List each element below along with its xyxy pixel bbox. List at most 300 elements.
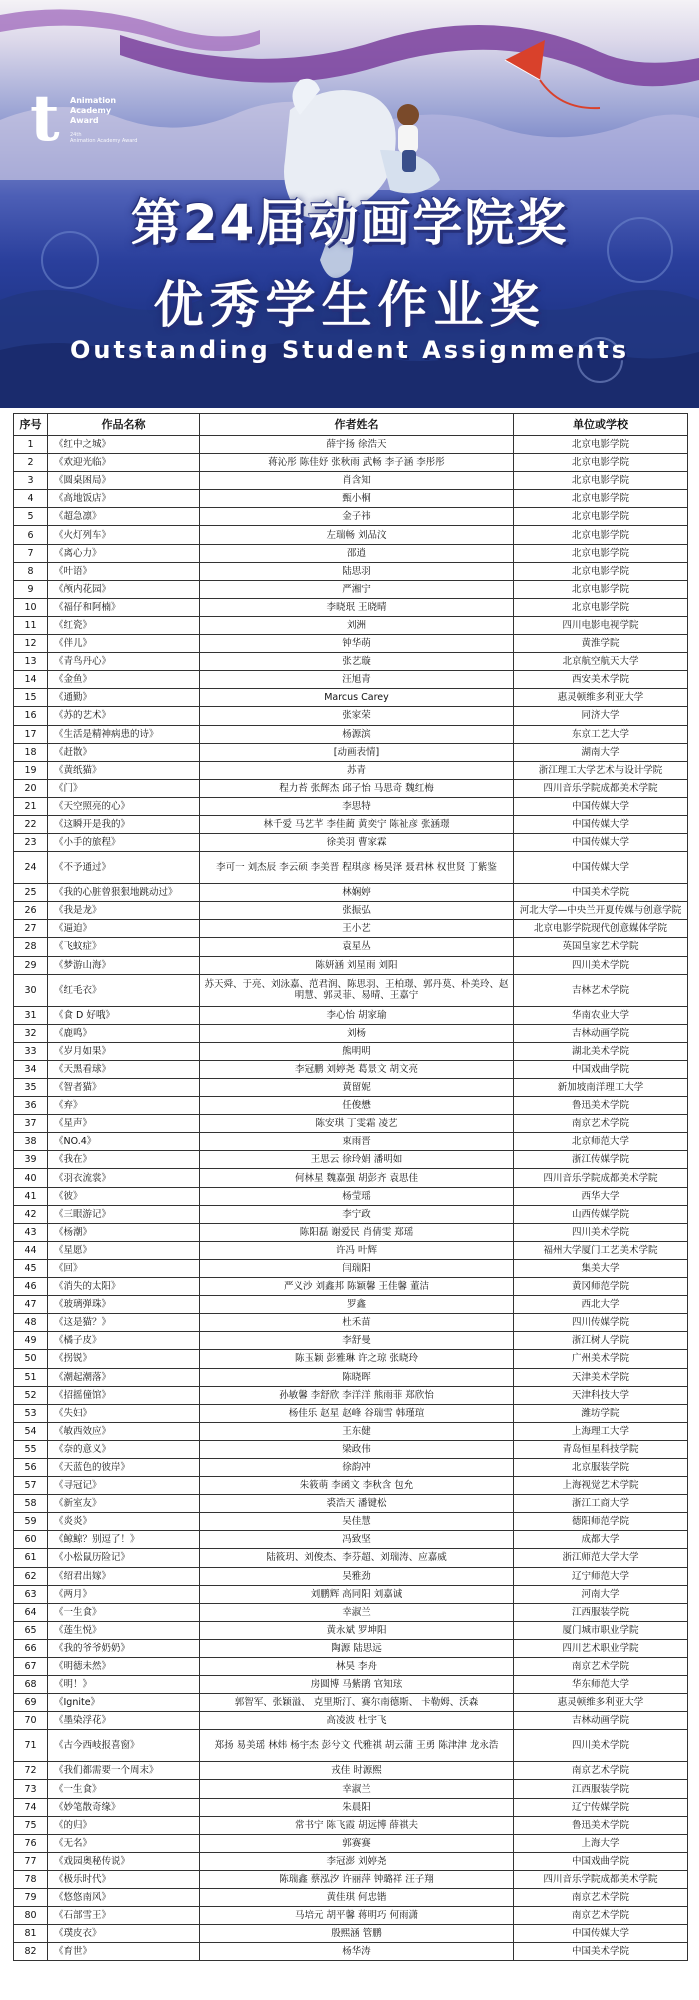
cell-authors: 幸淑兰 xyxy=(200,1603,514,1621)
cell-title: 《颅内花园》 xyxy=(48,580,200,598)
cell-title: 《橘子皮》 xyxy=(48,1332,200,1350)
cell-authors: 邵逍 xyxy=(200,544,514,562)
cell-school: 中国传媒大学 xyxy=(514,834,688,852)
cell-authors: 汪旭青 xyxy=(200,671,514,689)
cell-authors: 甄小桐 xyxy=(200,490,514,508)
cell-school: 吉林艺术学院 xyxy=(514,974,688,1006)
cell-authors: 李舒曼 xyxy=(200,1332,514,1350)
cell-title: 《一生食》 xyxy=(48,1780,200,1798)
cell-school: 中国戏曲学院 xyxy=(514,1852,688,1870)
cell-authors: 李可一 刘杰辰 李云硕 李美晋 程琪彦 杨昊泽 聂君林 权世贤 丁紫鉴 xyxy=(200,852,514,884)
cell-authors: 杨佳乐 赵星 赵峰 谷瑞雪 韩瑾瑄 xyxy=(200,1404,514,1422)
table-row xyxy=(14,1513,688,1531)
cell-authors: 李晓珉 王晓晴 xyxy=(200,598,514,616)
cell-authors: 王小艺 xyxy=(200,920,514,938)
cell-index: 26 xyxy=(14,902,48,920)
table-row xyxy=(14,653,688,671)
cell-authors: 徐韵冲 xyxy=(200,1458,514,1476)
cell-title: 《明德未然》 xyxy=(48,1658,200,1676)
cell-index: 36 xyxy=(14,1097,48,1115)
cell-index: 14 xyxy=(14,671,48,689)
table-row xyxy=(14,1296,688,1314)
cell-school: 西北大学 xyxy=(514,1296,688,1314)
header-index: 序号 xyxy=(14,414,48,436)
table-row xyxy=(14,1730,688,1762)
cell-title: 《戏园奥秘传说》 xyxy=(48,1852,200,1870)
cell-index: 17 xyxy=(14,725,48,743)
cell-index: 23 xyxy=(14,834,48,852)
table-row xyxy=(14,1115,688,1133)
cell-school: 北京电影学院 xyxy=(514,508,688,526)
cell-authors: 吴佳慧 xyxy=(200,1513,514,1531)
table-row xyxy=(14,1205,688,1223)
cell-school: 北京电影学院 xyxy=(514,526,688,544)
cell-title: 《一生食》 xyxy=(48,1603,200,1621)
cell-authors: 严义沙 刘鑫邦 陈颖馨 王佳馨 董洁 xyxy=(200,1278,514,1296)
table-row xyxy=(14,508,688,526)
cell-school: 河北大学—中央兰开夏传媒与创意学院 xyxy=(514,902,688,920)
cell-authors: 马培元 胡平馨 蒋明巧 何雨潇 xyxy=(200,1907,514,1925)
cell-authors: 王思云 徐玲娟 潘明如 xyxy=(200,1151,514,1169)
cell-title: 《我在》 xyxy=(48,1151,200,1169)
cell-index: 56 xyxy=(14,1458,48,1476)
cell-authors: 苏青 xyxy=(200,761,514,779)
cell-index: 64 xyxy=(14,1603,48,1621)
cell-title: 《逼迫》 xyxy=(48,920,200,938)
cell-school: 华东师范大学 xyxy=(514,1676,688,1694)
cell-title: 《食 D 好哦》 xyxy=(48,1006,200,1024)
cell-title: 《妙笔散奇缘》 xyxy=(48,1798,200,1816)
cell-index: 74 xyxy=(14,1798,48,1816)
cell-authors: 戎佳 时源熙 xyxy=(200,1762,514,1780)
award-logo xyxy=(30,81,140,156)
cell-school: 辽宁师范大学 xyxy=(514,1567,688,1585)
cell-title: 《金鱼》 xyxy=(48,671,200,689)
page-title-english: Outstanding Student Assignments xyxy=(69,336,629,364)
cell-authors: 裘浩天 潘键松 xyxy=(200,1495,514,1513)
table-row xyxy=(14,707,688,725)
cell-authors: [动画表情] xyxy=(200,743,514,761)
cell-index: 13 xyxy=(14,653,48,671)
cell-title: 《三眼游记》 xyxy=(48,1205,200,1223)
cell-title: 《我的心脏曾狠狠地跳动过》 xyxy=(48,884,200,902)
cell-authors: 林昊 李舟 xyxy=(200,1658,514,1676)
table-row xyxy=(14,1187,688,1205)
cell-title: 《飞蚊症》 xyxy=(48,938,200,956)
cell-index: 32 xyxy=(14,1024,48,1042)
cell-school: 浙江树人学院 xyxy=(514,1332,688,1350)
cell-title: 《黄纸猫》 xyxy=(48,761,200,779)
cell-authors: 林千爱 马艺芊 李佳蔺 黄奕宁 陈祉彦 张涵璟 xyxy=(200,815,514,833)
cell-index: 54 xyxy=(14,1422,48,1440)
cell-index: 10 xyxy=(14,598,48,616)
cell-school: 四川艺术职业学院 xyxy=(514,1639,688,1657)
cell-title: 《招摇僮馆》 xyxy=(48,1386,200,1404)
cell-school: 中国美术学院 xyxy=(514,1943,688,1961)
cell-title: 《杨潮》 xyxy=(48,1223,200,1241)
cell-school: 青岛恒星科技学院 xyxy=(514,1440,688,1458)
cell-index: 68 xyxy=(14,1676,48,1694)
table-row xyxy=(14,1006,688,1024)
cell-index: 71 xyxy=(14,1730,48,1762)
cell-index: 2 xyxy=(14,454,48,472)
cell-index: 31 xyxy=(14,1006,48,1024)
cell-index: 67 xyxy=(14,1658,48,1676)
table-row xyxy=(14,1639,688,1657)
cell-school: 四川电影电视学院 xyxy=(514,616,688,634)
cell-index: 50 xyxy=(14,1350,48,1368)
cell-authors: 黄永斌 罗坤阳 xyxy=(200,1621,514,1639)
cell-index: 1 xyxy=(14,436,48,454)
cell-title: 《赶散》 xyxy=(48,743,200,761)
cell-title: 《明！》 xyxy=(48,1676,200,1694)
table-row xyxy=(14,1440,688,1458)
cell-school: 南京艺术学院 xyxy=(514,1115,688,1133)
table-row xyxy=(14,834,688,852)
cell-authors: 刘鹏辉 高同阳 刘嘉诚 xyxy=(200,1585,514,1603)
cell-index: 55 xyxy=(14,1440,48,1458)
cell-title: 《鲸鲸？别逗了！》 xyxy=(48,1531,200,1549)
cell-school: 潍坊学院 xyxy=(514,1404,688,1422)
cell-title: 《这是猫？》 xyxy=(48,1314,200,1332)
cell-school: 北京电影学院 xyxy=(514,436,688,454)
table-row xyxy=(14,725,688,743)
cell-school: 中国戏曲学院 xyxy=(514,1060,688,1078)
cell-school: 中国传媒大学 xyxy=(514,797,688,815)
cell-title: 《福仔和阿楠》 xyxy=(48,598,200,616)
cell-index: 82 xyxy=(14,1943,48,1961)
cell-title: 《炎炎》 xyxy=(48,1513,200,1531)
cell-school: 黄淮学院 xyxy=(514,635,688,653)
cell-school: 天津美术学院 xyxy=(514,1368,688,1386)
table-row xyxy=(14,1549,688,1567)
cell-index: 81 xyxy=(14,1925,48,1943)
cell-index: 29 xyxy=(14,956,48,974)
table-row xyxy=(14,1350,688,1368)
table-row xyxy=(14,1223,688,1241)
cell-school: 吉林动画学院 xyxy=(514,1712,688,1730)
cell-title: 《伴儿》 xyxy=(48,635,200,653)
table-body xyxy=(14,436,688,1961)
cell-title: 《智者猫》 xyxy=(48,1079,200,1097)
cell-authors: 梁政伟 xyxy=(200,1440,514,1458)
cell-school: 北京电影学院 xyxy=(514,490,688,508)
cell-authors: 朱晨阳 xyxy=(200,1798,514,1816)
cell-authors: 黄佳琪 何忠锴 xyxy=(200,1889,514,1907)
cell-index: 58 xyxy=(14,1495,48,1513)
cell-authors: 罗鑫 xyxy=(200,1296,514,1314)
cell-index: 52 xyxy=(14,1386,48,1404)
cell-authors: 王东健 xyxy=(200,1422,514,1440)
cell-index: 9 xyxy=(14,580,48,598)
cell-title: 《潮起潮落》 xyxy=(48,1368,200,1386)
cell-index: 43 xyxy=(14,1223,48,1241)
table-row xyxy=(14,1259,688,1277)
table-row xyxy=(14,526,688,544)
cell-index: 78 xyxy=(14,1870,48,1888)
table-row xyxy=(14,902,688,920)
cell-index: 47 xyxy=(14,1296,48,1314)
cell-title: 《门》 xyxy=(48,779,200,797)
cell-authors: 熊明明 xyxy=(200,1042,514,1060)
table-row xyxy=(14,454,688,472)
cell-authors: 陆思羽 xyxy=(200,562,514,580)
cell-school: 北京电影学院 xyxy=(514,472,688,490)
cell-authors: 陈晓晖 xyxy=(200,1368,514,1386)
table-row xyxy=(14,1870,688,1888)
cell-title: 《无名》 xyxy=(48,1834,200,1852)
cell-authors: 陈瑞鑫 蔡泓汐 许丽萍 钟璐祥 汪子翔 xyxy=(200,1870,514,1888)
cell-authors: 薛宇扬 徐浩天 xyxy=(200,436,514,454)
cell-title: 《苏的艺术》 xyxy=(48,707,200,725)
cell-index: 63 xyxy=(14,1585,48,1603)
cell-title: 《奈的意义》 xyxy=(48,1440,200,1458)
cell-school: 新加坡南洋理工大学 xyxy=(514,1079,688,1097)
table-row xyxy=(14,852,688,884)
cell-authors: 陈玉颖 彭雅琳 许之琼 张晓玲 xyxy=(200,1350,514,1368)
table-row xyxy=(14,1458,688,1476)
cell-title: 《超急凛》 xyxy=(48,508,200,526)
cell-index: 61 xyxy=(14,1549,48,1567)
table-row xyxy=(14,956,688,974)
cell-school: 东京工艺大学 xyxy=(514,725,688,743)
cell-index: 8 xyxy=(14,562,48,580)
cell-school: 天津科技大学 xyxy=(514,1386,688,1404)
cell-title: 《绍君出嫁》 xyxy=(48,1567,200,1585)
table-row xyxy=(14,1060,688,1078)
cell-authors: 郭智军、张颖溢、 克里斯汀、赛尔南德斯、 卡勒姆、沃森 xyxy=(200,1694,514,1712)
cell-title: 《敏西效应》 xyxy=(48,1422,200,1440)
cell-index: 5 xyxy=(14,508,48,526)
cell-authors: 严湘宁 xyxy=(200,580,514,598)
table-row xyxy=(14,616,688,634)
cell-school: 惠灵顿维多利亚大学 xyxy=(514,1694,688,1712)
table-header-row xyxy=(14,414,688,436)
cell-school: 浙江理工大学艺术与设计学院 xyxy=(514,761,688,779)
cell-index: 39 xyxy=(14,1151,48,1169)
cell-title: 《墨染浮花》 xyxy=(48,1712,200,1730)
banner xyxy=(0,0,699,408)
cell-authors: 陈妍涵 刘星雨 刘阳 xyxy=(200,956,514,974)
cell-title: 《寻冠记》 xyxy=(48,1477,200,1495)
cell-title: 《生活是精神病患的诗》 xyxy=(48,725,200,743)
cell-index: 20 xyxy=(14,779,48,797)
cell-index: 21 xyxy=(14,797,48,815)
cell-school: 北京电影学院现代创意媒体学院 xyxy=(514,920,688,938)
cell-title: 《古今西岐报喜窗》 xyxy=(48,1730,200,1762)
cell-authors: 李冠澎 刘婷尧 xyxy=(200,1852,514,1870)
table-row xyxy=(14,1368,688,1386)
table-row xyxy=(14,580,688,598)
cell-school: 吉林动画学院 xyxy=(514,1024,688,1042)
cell-school: 福州大学厦门工艺美术学院 xyxy=(514,1241,688,1259)
cell-index: 65 xyxy=(14,1621,48,1639)
cell-title: 《两月》 xyxy=(48,1585,200,1603)
cell-school: 南京艺术学院 xyxy=(514,1762,688,1780)
table-row xyxy=(14,920,688,938)
cell-authors: 左瑞畅 刘品汶 xyxy=(200,526,514,544)
cell-authors: 李思特 xyxy=(200,797,514,815)
table-row xyxy=(14,490,688,508)
cell-school: 四川美术学院 xyxy=(514,956,688,974)
cell-school: 北京电影学院 xyxy=(514,580,688,598)
cell-authors: 常书宁 陈飞霞 胡远博 薛祺夫 xyxy=(200,1816,514,1834)
table-row xyxy=(14,1658,688,1676)
cell-index: 60 xyxy=(14,1531,48,1549)
cell-index: 4 xyxy=(14,490,48,508)
cell-index: 66 xyxy=(14,1639,48,1657)
table-row xyxy=(14,1024,688,1042)
cell-school: 广州美术学院 xyxy=(514,1350,688,1368)
cell-school: 中国美术学院 xyxy=(514,884,688,902)
table-row xyxy=(14,1852,688,1870)
cell-school: 北京电影学院 xyxy=(514,544,688,562)
cell-authors: 闫瑞阳 xyxy=(200,1259,514,1277)
table-row xyxy=(14,1404,688,1422)
cell-title: 《鹿鸣》 xyxy=(48,1024,200,1042)
award-logo-text: Animation Academy Award xyxy=(70,96,117,125)
cell-index: 16 xyxy=(14,707,48,725)
cell-title: 《拐锐》 xyxy=(48,1350,200,1368)
cell-title: 《育世》 xyxy=(48,1943,200,1961)
table-row xyxy=(14,1169,688,1187)
cell-title: 《彼》 xyxy=(48,1187,200,1205)
cell-school: 鲁迅美术学院 xyxy=(514,1097,688,1115)
table-row xyxy=(14,1712,688,1730)
award-table xyxy=(13,413,688,1961)
header-authors: 作者姓名 xyxy=(200,414,514,436)
cell-authors: 蒋沁彤 陈佳妤 张秋雨 武畅 李子涵 李彤彤 xyxy=(200,454,514,472)
table-header xyxy=(14,414,688,436)
cell-school: 北京服装学院 xyxy=(514,1458,688,1476)
award-logo-subtext: 24th Animation Academy Award xyxy=(70,132,138,144)
table-row xyxy=(14,1097,688,1115)
cell-title: 《高地饭店》 xyxy=(48,490,200,508)
cell-title: 《小松鼠历险记》 xyxy=(48,1549,200,1567)
table-row xyxy=(14,815,688,833)
table-row xyxy=(14,1332,688,1350)
table-row xyxy=(14,1603,688,1621)
cell-title: 《红毛衣》 xyxy=(48,974,200,1006)
cell-index: 45 xyxy=(14,1259,48,1277)
cell-index: 49 xyxy=(14,1332,48,1350)
cell-authors: 袁星丛 xyxy=(200,938,514,956)
cell-index: 37 xyxy=(14,1115,48,1133)
cell-title: 《我是龙》 xyxy=(48,902,200,920)
table-row xyxy=(14,436,688,454)
cell-school: 德阳师范学院 xyxy=(514,1513,688,1531)
cell-school: 四川音乐学院成都美术学院 xyxy=(514,1870,688,1888)
page-subtitle: 优秀学生作业奖 xyxy=(153,276,546,334)
table-row xyxy=(14,1816,688,1834)
cell-title: 《羽衣流裳》 xyxy=(48,1169,200,1187)
cell-school: 湖北美术学院 xyxy=(514,1042,688,1060)
cell-authors: 李心怡 胡家瑜 xyxy=(200,1006,514,1024)
table-row xyxy=(14,1798,688,1816)
cell-index: 69 xyxy=(14,1694,48,1712)
award-logo-mark: t xyxy=(30,81,60,156)
cell-school: 四川音乐学院成都美术学院 xyxy=(514,779,688,797)
cell-index: 73 xyxy=(14,1780,48,1798)
cell-index: 44 xyxy=(14,1241,48,1259)
table-row xyxy=(14,1762,688,1780)
cell-authors: 张家荣 xyxy=(200,707,514,725)
table-row xyxy=(14,671,688,689)
table-row xyxy=(14,1151,688,1169)
cell-index: 41 xyxy=(14,1187,48,1205)
table-row xyxy=(14,544,688,562)
cell-title: 《离心力》 xyxy=(48,544,200,562)
table-row xyxy=(14,1133,688,1151)
cell-authors: 郭赛赛 xyxy=(200,1834,514,1852)
cell-index: 46 xyxy=(14,1278,48,1296)
cell-authors: 房圆博 马紫鹃 官知玹 xyxy=(200,1676,514,1694)
cell-index: 38 xyxy=(14,1133,48,1151)
cell-authors: 杨莹瑶 xyxy=(200,1187,514,1205)
cell-title: 《不予通过》 xyxy=(48,852,200,884)
cell-school: 北京电影学院 xyxy=(514,562,688,580)
cell-authors: 朱筱萌 李函文 李秋含 包允 xyxy=(200,1477,514,1495)
cell-school: 北京电影学院 xyxy=(514,598,688,616)
cell-index: 6 xyxy=(14,526,48,544)
cell-school: 中国传媒大学 xyxy=(514,1925,688,1943)
cell-index: 18 xyxy=(14,743,48,761)
cell-title: 《我的爷爷奶奶》 xyxy=(48,1639,200,1657)
cell-authors: 张振弘 xyxy=(200,902,514,920)
cell-authors: 苏天舜、于亮、刘泳嘉、范君润、陈思羽、王柏璟、郭丹莫、朴美玲、赵明慧、郭灵菲、易晴、王嘉宁 xyxy=(200,974,514,1006)
cell-school: 南京艺术学院 xyxy=(514,1889,688,1907)
cell-index: 48 xyxy=(14,1314,48,1332)
cell-authors: 林娴婷 xyxy=(200,884,514,902)
header-title: 作品名称 xyxy=(48,414,200,436)
table-row xyxy=(14,1621,688,1639)
cell-index: 24 xyxy=(14,852,48,884)
cell-index: 42 xyxy=(14,1205,48,1223)
cell-school: 中国传媒大学 xyxy=(514,852,688,884)
cell-title: 《星愿》 xyxy=(48,1241,200,1259)
cell-index: 76 xyxy=(14,1834,48,1852)
table-row xyxy=(14,1694,688,1712)
cell-school: 河南大学 xyxy=(514,1585,688,1603)
table-row xyxy=(14,779,688,797)
cell-index: 79 xyxy=(14,1889,48,1907)
table-row xyxy=(14,1889,688,1907)
cell-title: 《消失的太阳》 xyxy=(48,1278,200,1296)
table-row xyxy=(14,1780,688,1798)
table-row xyxy=(14,1943,688,1961)
cell-index: 30 xyxy=(14,974,48,1006)
table-row xyxy=(14,743,688,761)
cell-authors: 陆筱玥、刘俊杰、李芬超、刘瑞涛、应嘉威 xyxy=(200,1549,514,1567)
table-row xyxy=(14,1585,688,1603)
cell-index: 28 xyxy=(14,938,48,956)
cell-authors: 陈安琪 丁雯霜 凌艺 xyxy=(200,1115,514,1133)
cell-title: 《欢迎光临》 xyxy=(48,454,200,472)
table-row xyxy=(14,1567,688,1585)
cell-school: 上海视觉艺术学院 xyxy=(514,1477,688,1495)
cell-school: 鲁迅美术学院 xyxy=(514,1816,688,1834)
cell-school: 湖南大学 xyxy=(514,743,688,761)
cell-index: 27 xyxy=(14,920,48,938)
table-row xyxy=(14,1278,688,1296)
table-row xyxy=(14,1834,688,1852)
cell-index: 15 xyxy=(14,689,48,707)
cell-school: 厦门城市职业学院 xyxy=(514,1621,688,1639)
cell-title: 《红中之城》 xyxy=(48,436,200,454)
cell-title: 《弃》 xyxy=(48,1097,200,1115)
cell-title: 《璞皮衣》 xyxy=(48,1925,200,1943)
cell-school: 同济大学 xyxy=(514,707,688,725)
